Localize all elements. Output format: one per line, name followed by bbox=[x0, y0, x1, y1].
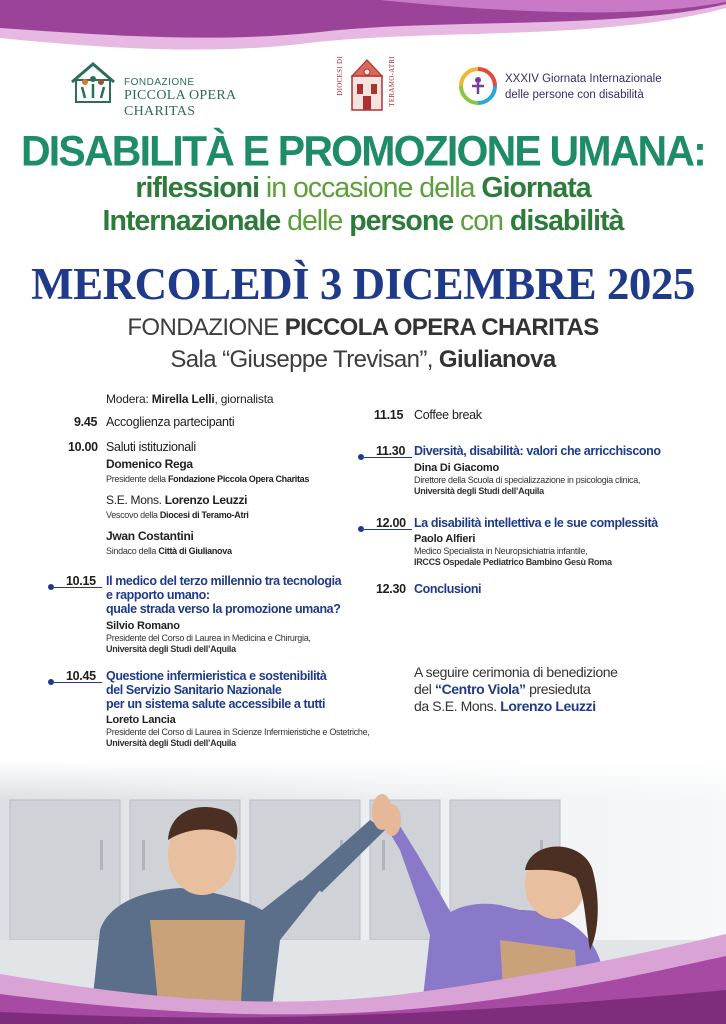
role-institution: Diocesi di Teramo-Atri bbox=[159, 510, 249, 520]
venue-line2 bbox=[0, 346, 726, 374]
talk-speaker-role: Direttore della Scuola di specializzazione in psicologia clinica, bbox=[414, 475, 641, 485]
time-1200: 12.00 bbox=[376, 516, 406, 530]
time-1115: 11.15 bbox=[374, 408, 404, 422]
time-1015: 10.15 bbox=[66, 574, 96, 588]
fondazione-logo bbox=[68, 60, 308, 119]
moderator-label: Modera: bbox=[106, 392, 152, 406]
subtitle-word: riflessioni bbox=[135, 172, 260, 204]
subtitle-word: Internazionale bbox=[102, 205, 281, 237]
moderator-role: , giornalista bbox=[214, 392, 274, 406]
followup-line1: A seguire cerimonia di benedizione bbox=[414, 664, 618, 680]
subtitle-word: in occasione della bbox=[259, 172, 482, 204]
followup-text: del bbox=[414, 681, 435, 697]
diocesi-logo-text2: TERAMO-ATRI bbox=[388, 56, 396, 107]
talk-speaker-role: Presidente del Corso di Laurea in Medicina e Chirurgia, bbox=[106, 633, 311, 643]
time-1230: 12.30 bbox=[376, 582, 406, 596]
talk-speaker-role: Medico Specialista in Neuropsichiatria infantile, bbox=[414, 546, 588, 556]
rainbow-circle-icon bbox=[458, 66, 498, 106]
speaker-name-text: Jwan Costantini bbox=[106, 529, 194, 543]
main-title: DISABILITÀ E PROMOZIONE UMANA: bbox=[21, 126, 705, 176]
talk-title-line: quale strada verso la promozione umana? bbox=[106, 602, 341, 616]
time-1130: 11.30 bbox=[376, 444, 406, 458]
subtitle-word: persone bbox=[349, 205, 454, 237]
fondazione-logo-line2: PICCOLA OPERA CHARITAS bbox=[124, 88, 236, 119]
talk-title-line: Il medico del terzo millennio tra tecnologia bbox=[106, 574, 342, 588]
speaker-name-text: Domenico Rega bbox=[106, 457, 193, 471]
moderator-name: Mirella Lelli bbox=[151, 392, 215, 406]
fondazione-logo-line1: FONDAZIONE bbox=[124, 77, 195, 88]
giornata-logo-line2: delle persone con disabilità bbox=[505, 89, 644, 101]
role-institution: Fondazione Piccola Opera Charitas bbox=[167, 474, 310, 484]
time-945: 9.45 bbox=[74, 415, 98, 429]
talk-title-line: Questione infermieristica e sostenibilità bbox=[106, 669, 327, 683]
speaker-name-text: Lorenzo Leuzzi bbox=[164, 493, 248, 507]
reception-label: Accoglienza partecipanti bbox=[106, 415, 235, 429]
event-date: MERCOLEDÌ 3 DICEMBRE 2025 bbox=[31, 259, 695, 309]
subtitle-line2 bbox=[0, 205, 726, 238]
role-prefix: Sindaco della bbox=[106, 546, 159, 556]
subtitle-word: Giornata bbox=[481, 172, 591, 204]
moderator bbox=[106, 392, 273, 406]
followup-text: da S.E. Mons. bbox=[414, 698, 501, 714]
talk-title-line: e rapporto umano: bbox=[106, 588, 210, 602]
venue-city: Giulianova bbox=[438, 346, 556, 373]
cathedral-icon bbox=[348, 54, 386, 112]
subtitle-word: delle bbox=[280, 205, 350, 237]
speaker-name bbox=[106, 493, 247, 507]
speaker-role bbox=[106, 474, 309, 485]
talk-title-line: La disabilità intellettiva e le sue complessità bbox=[414, 516, 658, 530]
speaker-name bbox=[106, 529, 194, 543]
giornata-logo bbox=[458, 66, 678, 110]
speaker-role bbox=[106, 546, 232, 557]
closing-label: Conclusioni bbox=[414, 582, 482, 596]
diocesi-logo-text1: DIOCESI DI bbox=[336, 56, 344, 96]
coffee-break-label: Coffee break bbox=[414, 408, 482, 422]
time-1000: 10.00 bbox=[68, 440, 98, 454]
speaker-prefix: S.E. Mons. bbox=[106, 493, 165, 507]
talk-speaker: Paolo Alfieri bbox=[414, 533, 476, 545]
talk-speaker: Dina Di Giacomo bbox=[414, 462, 500, 474]
role-prefix: Vescovo della bbox=[106, 510, 160, 520]
talk-title-line: per un sistema salute accessibile a tutti bbox=[106, 697, 326, 711]
followup-line2 bbox=[414, 681, 618, 698]
diocesi-logo bbox=[336, 52, 398, 114]
venue-line1 bbox=[0, 314, 726, 342]
talk-speaker-affiliation: Università degli Studi dell’Aquila bbox=[106, 644, 236, 654]
bottom-wave-decoration bbox=[0, 904, 726, 1024]
house-logo-icon bbox=[68, 60, 118, 108]
talk-speaker: Silvio Romano bbox=[106, 620, 180, 632]
role-prefix: Presidente della bbox=[106, 474, 168, 484]
talk-speaker-role: Presidente del Corso di Laurea in Scienze Infermieristiche e Ostetriche, bbox=[106, 727, 370, 737]
role-institution: Città di Giulianova bbox=[158, 546, 232, 556]
talk-speaker-affiliation: IRCCS Ospedale Pediatrico Bambino Gesù Roma bbox=[414, 557, 612, 567]
subtitle-word: disabilità bbox=[509, 205, 624, 237]
talk-title-line: del Servizio Sanitario Nazionale bbox=[106, 683, 282, 697]
followup-text: presieduta bbox=[525, 681, 591, 697]
speaker-role bbox=[106, 510, 249, 521]
followup-line3 bbox=[414, 698, 618, 715]
venue-prefix: FONDAZIONE bbox=[127, 314, 285, 341]
subtitle-word: con bbox=[453, 205, 510, 237]
venue-hall: Sala “Giuseppe Trevisan”, bbox=[170, 346, 439, 373]
greetings-label: Saluti istituzionali bbox=[106, 440, 196, 454]
subtitle-line1 bbox=[0, 172, 726, 205]
talk-speaker: Loreto Lancia bbox=[106, 714, 176, 726]
centro-viola: “Centro Viola” bbox=[434, 681, 526, 697]
talk-title-line: Diversità, disabilità: valori che arricchiscono bbox=[414, 444, 661, 458]
top-wave-decoration bbox=[0, 0, 726, 60]
speaker-name bbox=[106, 457, 193, 471]
venue-name: PICCOLA OPERA CHARITAS bbox=[284, 314, 599, 341]
time-1045: 10.45 bbox=[66, 669, 96, 683]
giornata-logo-line1: XXXIV Giornata Internazionale bbox=[505, 73, 662, 85]
followup-bishop: Lorenzo Leuzzi bbox=[500, 698, 596, 714]
talk-speaker-affiliation: Università degli Studi dell’Aquila bbox=[414, 486, 544, 496]
followup-note bbox=[414, 664, 618, 715]
talk-speaker-affiliation: Università degli Studi dell’Aquila bbox=[106, 738, 236, 748]
